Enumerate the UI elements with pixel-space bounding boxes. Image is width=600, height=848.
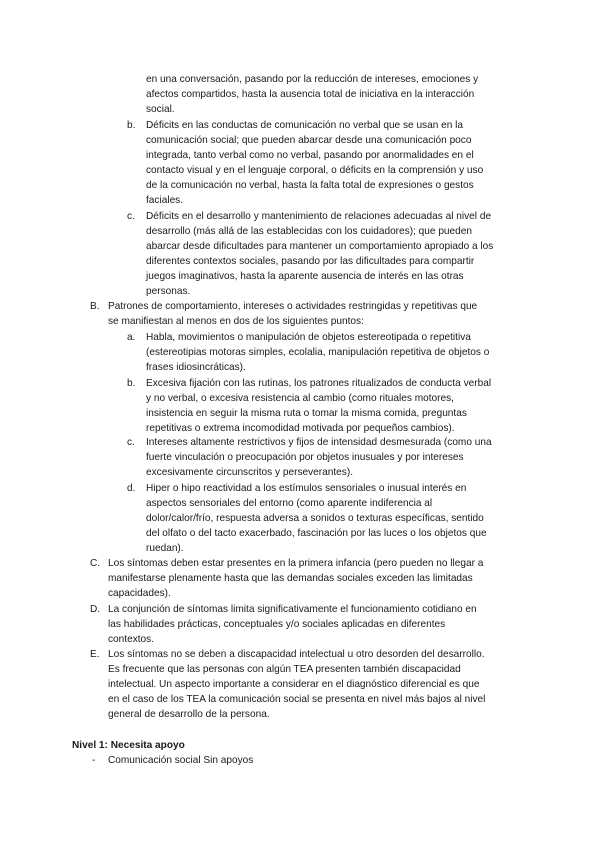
text-line: en una conversación, pasando por la reducción de intereses, emociones y <box>146 74 479 85</box>
list-marker: b. <box>127 120 136 131</box>
text-line: se manifiestan al menos en dos de los siguientes puntos: <box>108 316 364 327</box>
list-marker: C. <box>90 558 101 569</box>
text-line: dolor/calor/frío, respuesta adversa a sonidos o texturas específicas, sentido <box>146 513 484 524</box>
text-line: las habilidades prácticas, conceptuales y/o sociales aplicadas en diferentes <box>108 619 446 630</box>
text-line: de la comunicación no verbal, hasta la falta total de expresiones o gestos <box>146 180 474 191</box>
text-line: fuerte vinculación o preocupación por objetos inusuales y por intereses <box>146 452 464 463</box>
text-line: manifestarse plenamente hasta que las demandas sociales exceden las limitadas <box>108 573 473 584</box>
text-line: insistencia en seguir la misma ruta o tomar la misma comida, preguntas <box>146 408 467 419</box>
list-marker: E. <box>90 649 100 660</box>
list-marker: D. <box>90 604 101 615</box>
text-line: Es frecuente que las personas con algún TEA presenten también discapacidad <box>108 664 461 675</box>
text-line: Intereses altamente restrictivos y fijos de intensidad desmesurada (como una <box>146 437 492 448</box>
text-line: faciales. <box>146 195 184 206</box>
text-line: (estereotipias motoras simples, ecolalia, manipulación repetitiva de objetos o <box>146 347 490 358</box>
text-line: excesivamente circunscritos y perseverantes). <box>146 467 354 478</box>
text-line: general de desarrollo de la persona. <box>108 709 270 720</box>
list-marker: B. <box>90 301 100 312</box>
text-line: juegos imaginativos, hasta la aparente ausencia de interés en las otras <box>146 271 464 282</box>
text-line: personas. <box>146 286 191 297</box>
list-marker: a. <box>127 332 136 343</box>
text-line: Déficits en las conductas de comunicación no verbal que se usan en la <box>146 120 464 131</box>
list-marker: b. <box>127 378 136 389</box>
text-line: social. <box>146 104 175 115</box>
text-line: Excesiva fijación con las rutinas, los patrones ritualizados de conducta verbal <box>146 378 492 389</box>
text-line: contextos. <box>108 634 155 645</box>
text-line: contacto visual y en el lenguaje corporal, o déficits en la comprensión y uso <box>146 165 484 176</box>
text-line: Habla, movimientos o manipulación de objetos estereotipada o repetitiva <box>146 332 471 343</box>
list-marker: c. <box>127 437 135 448</box>
list-marker: - <box>92 755 96 766</box>
level-heading: Nivel 1: Necesita apoyo <box>72 740 185 751</box>
text-line: intelectual. Un aspecto importante a considerar en el diagnóstico diferencial es que <box>108 679 480 690</box>
text-line: Los síntomas no se deben a discapacidad intelectual u otro desorden del desarrollo. <box>108 649 485 660</box>
text-line: afectos compartidos, hasta la ausencia total de iniciativa en la interacción <box>146 89 475 100</box>
text-line: frases idiosincráticas). <box>146 362 246 373</box>
text-line: abarcar desde dificultades para mantener un comportamiento apropiado a los <box>146 241 494 252</box>
list-marker: c. <box>127 211 135 222</box>
text-line: aspectos sensoriales del entorno (como aparente indiferencia al <box>146 498 433 509</box>
text-line: diferentes contextos sociales, pasando por las dificultades para compartir <box>146 256 475 267</box>
text-line: Hiper o hipo reactividad a los estímulos sensoriales o inusual interés en <box>146 483 467 494</box>
text-line: Patrones de comportamiento, intereses o actividades restringidas y repetitivas que <box>108 301 478 312</box>
text-line: capacidades). <box>108 588 171 599</box>
text-line: y no verbal, o excesiva resistencia al cambio (como rituales motores, <box>146 393 454 404</box>
text-line: repetitivas o extrema incomodidad motivada por pequeños cambios). <box>146 423 455 434</box>
text-line: comunicación social; que pueden abarcar desde una comunicación poco <box>146 135 472 146</box>
text-line: Comunicación social Sin apoyos <box>108 755 254 766</box>
list-marker: d. <box>127 483 136 494</box>
text-line: integrada, tanto verbal como no verbal, pasando por anormalidades en el <box>146 150 474 161</box>
text-line: desarrollo (más allá de las establecidas con los cuidadores); que pueden <box>146 226 472 237</box>
text-line: ruedan). <box>146 543 184 554</box>
text-line: La conjunción de síntomas limita significativamente el funcionamiento cotidiano en <box>108 604 477 615</box>
text-line: Los síntomas deben estar presentes en la primera infancia (pero pueden no llegar a <box>108 558 484 569</box>
text-line: del olfato o del tacto exacerbado, fascinación por las luces o los objetos que <box>146 528 487 539</box>
text-line: en el caso de los TEA la comunicación social se presenta en nivel más bajos al nivel <box>108 694 486 705</box>
text-line: Déficits en el desarrollo y mantenimiento de relaciones adecuadas al nivel de <box>146 211 492 222</box>
